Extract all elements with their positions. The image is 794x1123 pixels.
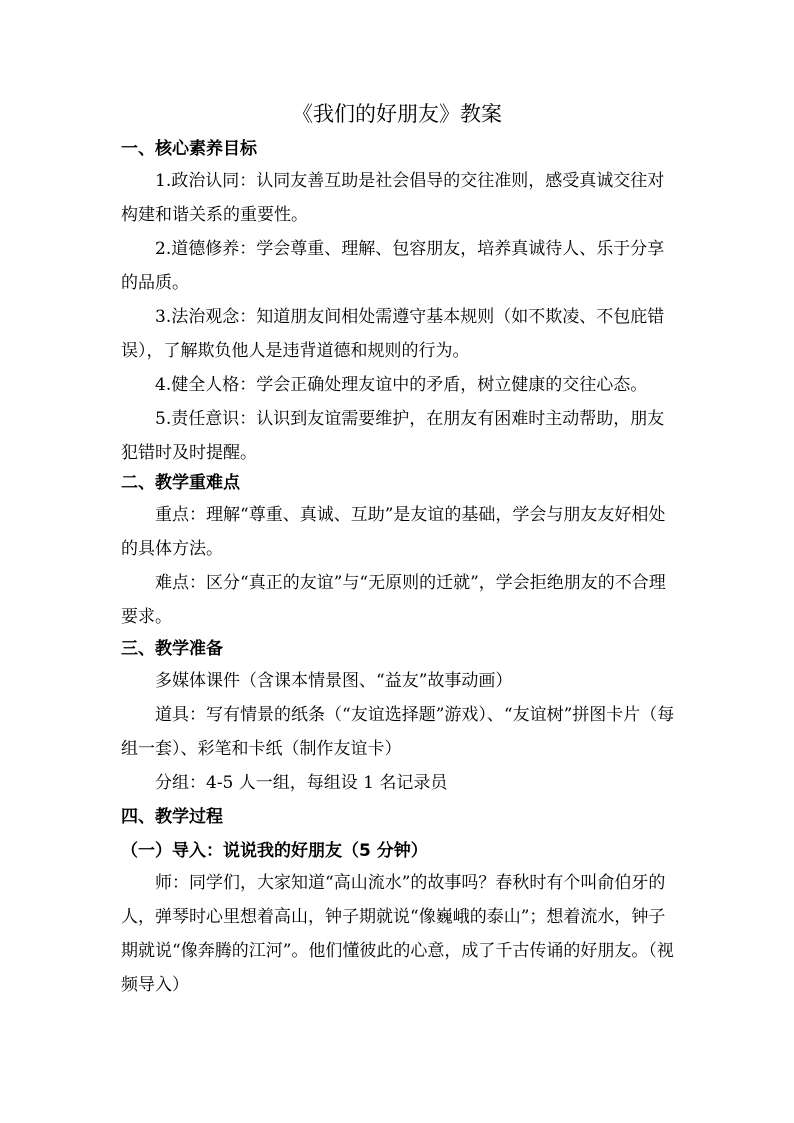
preparation-item-props: 道具：写有情景的纸条（“友谊选择题”游戏）、“友谊树”拼图卡片（每组一套）、彩笔和卡纸（制作友谊卡） <box>121 705 675 759</box>
section-heading-goals: 一、核心素养目标 <box>121 139 257 159</box>
difficulty-item: 难点：区分“真正的友谊”与“无原则的迁就”，学会拒绝朋友的不合理要求。 <box>121 573 666 627</box>
section-heading-preparation: 三、教学准备 <box>121 639 223 659</box>
subsection-heading-intro: （一）导入：说说我的好朋友（5 分钟） <box>121 841 428 861</box>
goal-item-1: 1.政治认同：认同友善互助是社会倡导的交往准则，感受真诚交往对构建和谐关系的重要性。 <box>121 171 665 225</box>
section-heading-key-points: 二、教学重难点 <box>121 473 240 493</box>
preparation-item-groups: 分组：4-5 人一组，每组设 1 名记录员 <box>155 773 448 793</box>
goal-item-3: 3.法治观念：知道朋友间相处需遵守基本规则（如不欺凌、不包庇错误），了解欺负他人是违背道德和规则的行为。 <box>121 307 665 361</box>
key-point-item: 重点：理解“尊重、真诚、互助”是友谊的基础，学会与朋友友好相处的具体方法。 <box>121 505 666 559</box>
section-heading-process: 四、教学过程 <box>121 807 223 827</box>
goal-item-5: 5.责任意识：认识到友谊需要维护，在朋友有困难时主动帮助，朋友犯错时及时提醒。 <box>121 409 665 463</box>
document-title: 《我们的好朋友》教案 <box>292 102 502 126</box>
goal-item-2: 2.道德修养：学会尊重、理解、包容朋友，培养真诚待人、乐于分享的品质。 <box>121 239 665 293</box>
process-intro-paragraph: 师：同学们，大家知道“高山流水”的故事吗？春秋时有个叫俞伯牙的人，弹琴时心里想着高山，钟子期就说“像巍峨的泰山”；想着流水，钟子期就说“像奔腾的江河”。他们懂彼此的心意，成了千古传诵的好朋友。（视频导入） <box>121 873 674 995</box>
preparation-item-media: 多媒体课件（含课本情景图、“益友”故事动画） <box>155 671 513 691</box>
goal-item-4: 4.健全人格：学会正确处理友谊中的矛盾，树立健康的交往心态。 <box>155 375 648 395</box>
